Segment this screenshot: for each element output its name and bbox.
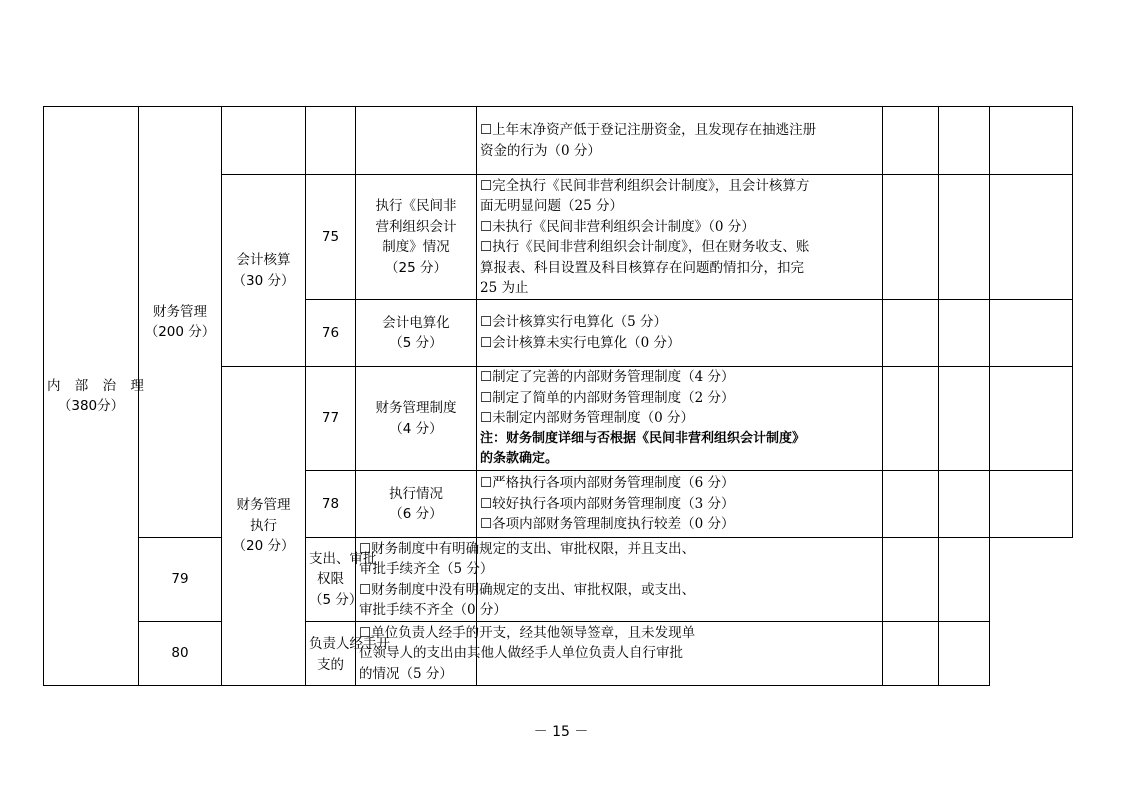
- score-cell: [883, 107, 939, 175]
- table-row: [44, 107, 1073, 175]
- page-number: － 15 －: [533, 724, 589, 740]
- remark-cell: [990, 471, 1073, 538]
- deduct-cell: [939, 471, 990, 538]
- criteria-cell: ☐会计核算实行电算化（5 分） ☐会计核算未实行电算化（0 分）: [477, 300, 883, 367]
- deduct-cell: [883, 622, 939, 686]
- no-cell: [306, 107, 356, 175]
- scoring-table: [43, 106, 1073, 686]
- group-cell-accounting: 会计核算 （30 分）: [222, 175, 306, 367]
- criteria-cell: ☐财务制度中有明确规定的支出、审批权限，并且支出、 审批手续齐全（5 分） ☐财务制度中没有明确规定的支出、审批权限，或支出、 审批手续不齐全（0 分）: [356, 538, 477, 622]
- deduct-cell: [939, 300, 990, 367]
- criteria-cell: ☐完全执行《民间非营利组织会计制度》，且会计核算方 面无明显问题（25 分） ☐未执行《民间非营利组织会计制度》（0 分） ☐执行《民间非营利组织会计制度》，但在财务收支、账 算报表、科目设置及科目核算存在问题酌情扣分，扣完 25 为止: [477, 175, 883, 300]
- item-cell: 财务管理制度 （4 分）: [356, 367, 477, 471]
- deduct-cell: [939, 175, 990, 300]
- item-cell: [356, 107, 477, 175]
- no-cell: 78: [306, 471, 356, 538]
- remark-cell: [990, 175, 1073, 300]
- score-cell: [883, 471, 939, 538]
- level2-cell: 财务管理 （200 分）: [139, 107, 222, 538]
- remark-cell: [939, 622, 990, 686]
- criteria-cell: ☐严格执行各项内部财务管理制度（6 分） ☐较好执行各项内部财务管理制度（3 分） ☐各项内部财务管理制度执行较差（0 分）: [477, 471, 883, 538]
- deduct-cell: [883, 538, 939, 622]
- deduct-cell: [939, 107, 990, 175]
- item-cell: 执行《民间非 营利组织会计 制度》情况 （25 分）: [356, 175, 477, 300]
- no-cell: 75: [306, 175, 356, 300]
- table-row: [44, 622, 1073, 686]
- score-cell: [883, 300, 939, 367]
- no-cell: 76: [306, 300, 356, 367]
- item-cell: 负责人经手开 支的: [306, 622, 356, 686]
- no-cell: 79: [139, 538, 222, 622]
- group-cell-finance-execution: 财务管理 执行 （20 分）: [222, 367, 306, 686]
- remark-cell: [939, 538, 990, 622]
- criteria-cell: ☐上年末净资产低于登记注册资金，且发现存在抽逃注册 资金的行为（0 分）: [477, 107, 883, 175]
- item-cell: 支出、审批 权限 （5 分）: [306, 538, 356, 622]
- criteria-cell: ☐制定了完善的内部财务管理制度（4 分） ☐制定了简单的内部财务管理制度（2 分） ☐未制定内部财务管理制度（0 分） 注：财务制度详细与否根据《民间非营利组织会计制度》 的条款确定。: [477, 367, 883, 471]
- table-row: [44, 538, 1073, 622]
- criteria-cell: ☐单位负责人经手的开支，经其他领导签章，且未发现单 位领导人的支出由其他人做经手人单位负责人自行审批 的情况（5 分）: [356, 622, 477, 686]
- no-cell: 77: [306, 367, 356, 471]
- remark-cell: [990, 300, 1073, 367]
- item-cell: 执行情况 （6 分）: [356, 471, 477, 538]
- item-cell: 会计电算化 （5 分）: [356, 300, 477, 367]
- remark-cell: [990, 107, 1073, 175]
- no-cell: 80: [139, 622, 222, 686]
- group-cell-empty: [222, 107, 306, 175]
- score-cell: [883, 175, 939, 300]
- note-text: 的条款确定。: [480, 451, 559, 467]
- note-text: 注：财务制度详细与否根据《民间非营利组织会计制度》: [480, 430, 806, 446]
- deduct-cell: [939, 367, 990, 471]
- level1-cell: 内 部 治 理 （380分）: [44, 107, 139, 686]
- score-cell: [883, 367, 939, 471]
- remark-cell: [990, 367, 1073, 471]
